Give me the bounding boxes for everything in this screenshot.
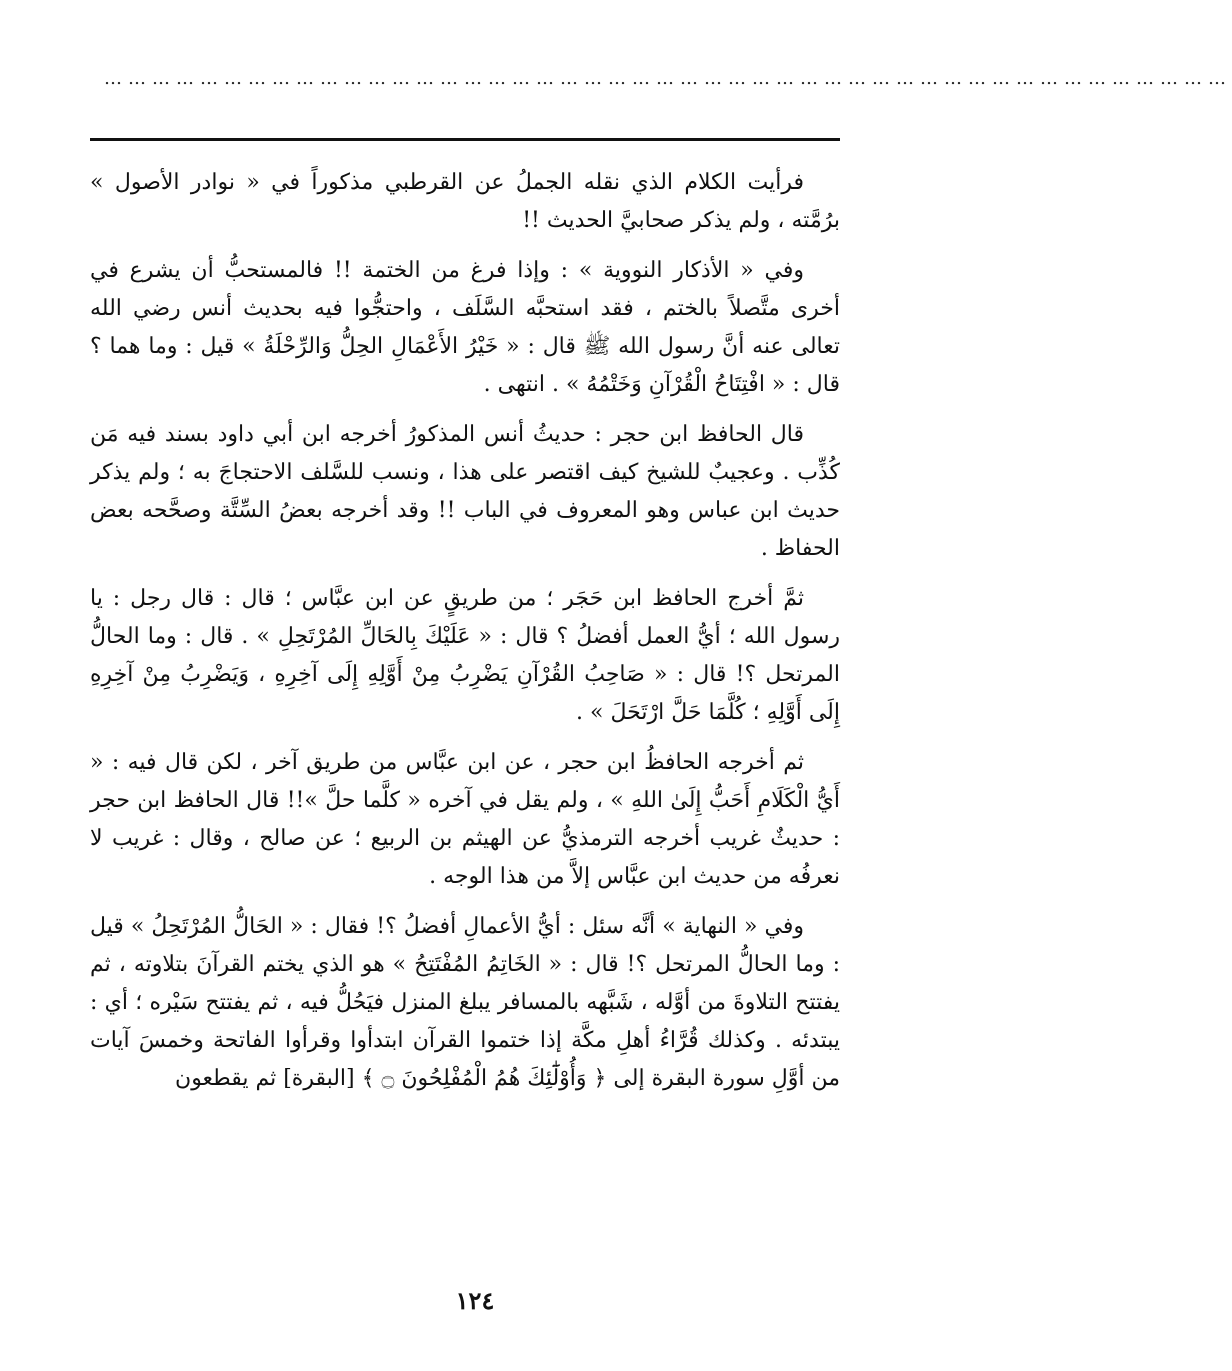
page-body bbox=[90, 164, 840, 1110]
page-number: ١٢٤ bbox=[455, 1286, 495, 1315]
paragraph-1: فرأيت الكلام الذي نقله الجملُ عن القرطبي مذكوراً في « نوادر الأصول » برُمَّته ، ولم يذكر صحابيَّ الحديث !! bbox=[90, 170, 840, 233]
paragraph-4: ثمَّ أخرج الحافظ ابن حَجَر ؛ من طريقٍ عن ابن عبَّاس ؛ قال : قال رجل : يا رسول الله ؛ أيُّ العمل أفضلُ ؟ قال : « عَلَيْكَ بِالحَالِّ المُرْتَحِلِ » . قال : وما الحالُّ المرتحل ؟! قال : « صَاحِبُ القُرْآنِ يَضْرِبُ مِنْ أَوَّلِهِ إِلَى آخِرِهِ ، وَيَضْرِبُ مِنْ آخِرِهِ إِلَى أَوَّلِهِ ؛ كُلَّمَا حَلَّ ارْتَحَلَ » . bbox=[90, 586, 840, 725]
paragraph-5: ثم أخرجه الحافظُ ابن حجر ، عن ابن عبَّاس من طريق آخر ، لكن قال فيه : « أَيُّ الْكَلَامِ أَحَبُّ إِلَىٰ اللهِ » ، ولم يقل في آخره « كلَّما حلَّ »!! قال الحافظ ابن حجر : حديثٌ غريب أخرجه الترمذيُّ عن الهيثم بن الربيع ؛ عن صالح ، وقال : غريب لا نعرفُه من حديث ابن عبَّاس إلاَّ من هذا الوجه . bbox=[90, 750, 840, 889]
header-rule bbox=[90, 138, 840, 141]
paragraph-2: وفي « الأذكار النووية » : وإذا فرغ من الختمة !! فالمستحبُّ أن يشرع في أخرى متَّصلاً بالختم ، فقد استحبَّه السَّلَف ، واحتجُّوا فيه بحديث أنس رضي الله تعالى عنه أنَّ رسول الله ﷺ قال : « خَيْرُ الأَعْمَالِ الحِلُّ وَالرِّحْلَةُ » قيل : وما هما ؟ قال : « افْتِتَاحُ الْقُرْآنِ وَخَتْمُهُ » . انتهى . bbox=[90, 258, 840, 397]
paragraph-6: وفي « النهاية » أنَّه سئل : أيُّ الأعمالِ أفضلُ ؟! فقال : « الحَالُّ المُرْتَحِلُ » قيل : وما الحالُّ المرتحل ؟! قال : « الخَاتِمُ المُفْتَتِحُ » هو الذي يختم القرآنَ بتلاوته ، ثم يفتتح التلاوةَ من أوَّله ، شَبَّهه بالمسافر يبلغ المنزل فيَحُلُّ فيه ، ثم يفتتح سَيْره ؛ أي : يبتدئه . وكذلك قُرَّاءُ أهلِ مكَّة إذا ختموا القرآن ابتدأوا وقرأوا الفاتحة وخمسَ آيات من أوَّلِ سورة البقرة إلى ﴿ وَأُوْلَٰٓئِكَ هُمُ الْمُفْلِحُونَ ۝ ﴾ [البقرة] ثم يقطعون bbox=[90, 914, 840, 1091]
header-dotted-line: …………………………………………………………………………………………………………………………… bbox=[104, 68, 1232, 89]
paragraph-3: قال الحافظ ابن حجر : حديثُ أنس المذكورُ أخرجه ابن أبي داود بسند فيه مَن كُذِّب . وعجيبٌ للشيخ كيف اقتصر على هذا ، ونسب للسَّلف الاحتجاجَ به ؛ ولم يذكر حديث ابن عباس وهو المعروف في الباب !! وقد أخرجه بعضُ السِّتَّة وصحَّحه بعض الحفاظ . bbox=[90, 422, 840, 561]
